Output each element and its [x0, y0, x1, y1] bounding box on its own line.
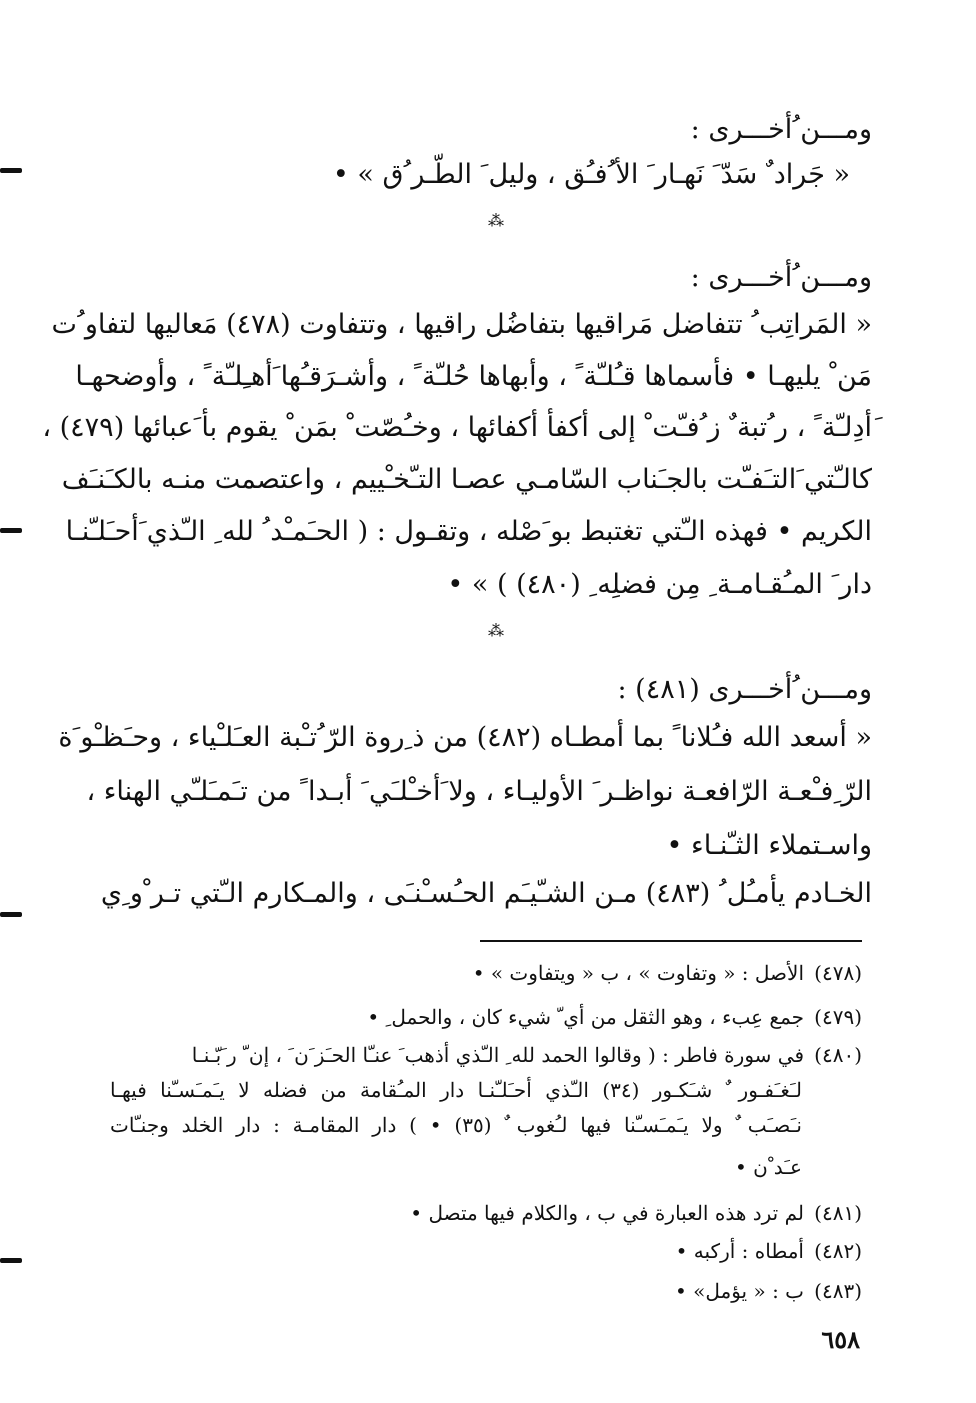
footnote-number: (٤٨٣): [814, 1279, 862, 1303]
footnote: [110, 958, 862, 989]
footnote-number: (٤٨٢): [814, 1239, 862, 1263]
text-line: كالـّتي َالتـَفـّت بالجـَناب السّامـي عصـا التـّخـْييم ، واعتصمت منـه بالكـَنـَف: [61, 464, 872, 495]
text-line: « جَراد ٌ سَدّ َ نَهـار َ الأ ُفـُق ، وليل َ الطّـر ُق » •: [332, 159, 850, 190]
margin-mark: [0, 168, 22, 173]
text-line: مَن ْ يليهـا • فأسماها قـُلـّة ً ، وأبهاها حُلـّة ً ، وأشـرَقـُها َأهـِلـّة ً ، وأوضحهـا: [75, 361, 872, 392]
margin-mark: [0, 1258, 22, 1263]
footnote-text: عـَد ْن •: [735, 1155, 802, 1179]
footnote-number: (٤٨٠): [814, 1043, 862, 1067]
footnote: [110, 1198, 862, 1229]
footnote-divider: [480, 940, 862, 942]
footnote: [110, 1040, 862, 1071]
margin-mark: [0, 912, 22, 917]
text-line: « أسعد الله فـُلانا ً بما أمطـاه (٤٨٢) من ذ ِروة الرّ ُتـْبة العـَلـْياء ، وحـَظـْو َة: [58, 722, 872, 753]
footnote: [110, 1236, 862, 1267]
footnote-text: الأصل : « وتفاوت » ، ب « ويتفاوت » •: [472, 961, 804, 985]
text-line: الرّ ِفـْعـة الرّافعـة نواظـر َ الأوليـاء ، ولا َأخـْلـَي َ أبـدا ً من تـَمـَلـّي الهناء ،: [86, 776, 872, 807]
text-line: الخـادم يأمـُل ُ (٤٨٣) مـن الشـّيـَم الحـُسـْنـَى ، والمـكارم الـّتي تـر ْو ِي: [100, 878, 872, 909]
footnote-text: في سورة فاطر : ( وقالوا الحمد لله ِ الـّذي أذهب َ عنـّا الحـَز َن َ ، إن ّ ر َبّـنـا: [191, 1043, 804, 1067]
text-line: واسـتملاء الثـّنـاء •: [666, 830, 872, 861]
footnote-number: (٤٧٩): [814, 1005, 862, 1029]
separator-stars: ⁂: [488, 621, 502, 640]
separator-stars: ⁂: [488, 211, 502, 230]
text-line: الكريم • فهذه الـّتي تغتبط بو َصْله ، وتقـول : ( الحـَمـْد ُ لله ِ الـّذي َأحـَلـّنـا: [65, 516, 872, 547]
footnote: [110, 1276, 862, 1307]
footnote-number: (٤٨١): [814, 1201, 862, 1225]
footnote-number: (٤٧٨): [814, 961, 862, 985]
section-heading: ومـــن ُأخـــرى (٤٨١) :: [617, 674, 872, 705]
footnote-text: ب : « يؤمل» •: [674, 1279, 804, 1303]
footnote-text: لـَغـَفـور ٌ شـَكـور (٣٤) الـّذي أحـَلـّنـا دار المـُقامة من فضله لا يـَمـَسـّنا فيهـا: [110, 1078, 802, 1102]
text-line: دار َ المـُقـامـة ِ مِن فضلِه ِ (٤٨٠) ) » •: [447, 569, 872, 600]
footnote-text: أمطاه : أركبه •: [675, 1239, 804, 1263]
footnote-text: نـَصـَب ٌ ولا يـَمـَسـّنا فيها لـُغوب ٌ (٣٥) • ) دار المقامـة : دار الخلد وجنـّات: [110, 1113, 802, 1137]
text-line: َأدِلـّة ً ، ر ُتبة ٌ ز ُفـّت ْ إلى أكفأ أكفائها ، وخـُصّت ْ بمَن ْ يقوم بأ َعبائها (٤٧٩) ،: [42, 412, 872, 443]
footnote-text: جمع عِبء ، وهو الثقل من أي ّ شيء كان ، والحمل ِ •: [367, 1005, 804, 1029]
text-line: « المَراتِب ُ تتفاضل مَراقيها بتفاضُل راقيها ، وتتفاوت (٤٧٨) مَعاليها لتفاو ُت: [51, 309, 872, 340]
footnote: [110, 1002, 862, 1033]
page-number: ٦٥٨: [821, 1325, 860, 1354]
margin-mark: [0, 528, 22, 533]
section-heading: ومـــن ُأخـــرى :: [690, 114, 872, 145]
footnote-text: لم ترد هذه العبارة في ب ، والكلام فيها متصل •: [410, 1201, 804, 1225]
section-heading: ومـــن ُأخـــرى :: [690, 262, 872, 293]
